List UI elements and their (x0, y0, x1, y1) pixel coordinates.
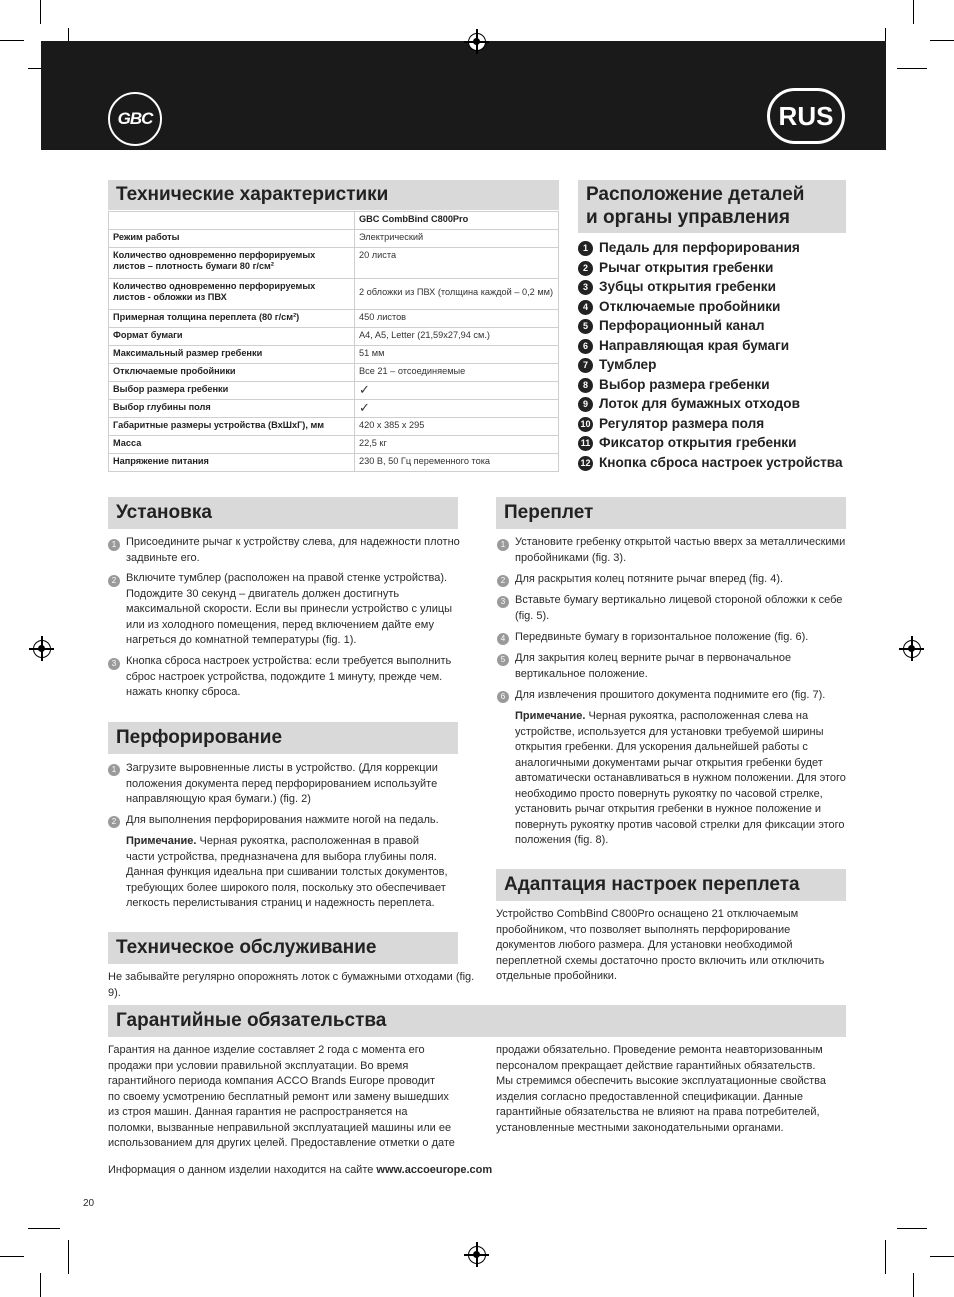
table-row: Отключаемые пробойники Все 21 – отсоединяемые (109, 364, 559, 382)
spec-title: Технические характеристики (108, 180, 559, 210)
list-item: 10 Регулятор размера поля (578, 415, 764, 433)
header-band (41, 41, 886, 150)
language-badge: RUS (767, 88, 845, 144)
registration-mark-icon (33, 640, 51, 658)
punch-title: Перфорирование (108, 722, 458, 754)
number-badge-icon: 8 (578, 378, 593, 393)
check-icon: ✓ (355, 382, 559, 400)
step-number-icon: 1 (497, 539, 509, 551)
table-row: Количество одновременно перфорируемых листов - обложки из ПВХ 2 обложки из ПВХ (толщина каждой – 0,2 мм) (109, 279, 559, 310)
step-number-icon: 4 (497, 633, 509, 645)
step-number-icon: 2 (108, 816, 120, 828)
registration-mark-icon (468, 33, 486, 51)
step-number-icon: 2 (108, 575, 120, 587)
info-line: Информация о данном изделии находится на сайте www.accoeurope.com (108, 1164, 493, 1176)
number-badge-icon: 10 (578, 417, 593, 432)
table-row: Количество одновременно перфорируемых листов – плотность бумаги 80 г/см² 20 листа (109, 248, 559, 279)
bind-step-1: Установите гребенку открытой частью вверх за металлическими пробойниками (fig. 3). (515, 536, 846, 564)
parts-title: Расположение деталей и органы управления (578, 180, 846, 233)
step-number-icon: 3 (108, 658, 120, 670)
maint-text: Не забывайте регулярно опорожнять лоток с бумажными отходами (fig. 9). (108, 971, 475, 999)
registration-mark-icon (903, 640, 921, 658)
list-item: 1 Педаль для перфорирования (578, 239, 800, 257)
punch-step-1: Загрузите выровненные листы в устройство. (Для коррекции положения документа перед перфорированием используйте направляющую края бумаги.) (fig. 2) (126, 762, 438, 805)
registration-mark-icon (468, 1246, 486, 1264)
table-row: Формат бумаги A4, A5, Letter (21,59x27,94 см.) (109, 328, 559, 346)
adapt-text: Устройство CombBind C800Pro оснащено 21 отключаемым пробойником, что позволяет выполнять перфорирование документов любого размера. Для установки необходимой переплетной схемы достаточно просто включить или отключить отдельные пробойники. (496, 908, 825, 982)
table-row: Максимальный размер гребенки 51 мм (109, 346, 559, 364)
list-item: 5 Перфорационный канал (578, 317, 764, 335)
number-badge-icon: 4 (578, 300, 593, 315)
list-item: 4 Отключаемые пробойники (578, 298, 780, 316)
step-number-icon: 2 (497, 575, 509, 587)
spec-table (108, 211, 559, 472)
list-item: 3 Зубцы открытия гребенки (578, 278, 776, 296)
number-badge-icon: 12 (578, 456, 593, 471)
table-row: Выбор глубины поля ✓ (109, 400, 559, 418)
number-badge-icon: 11 (578, 436, 593, 451)
table-row: Примерная толщина переплета (80 г/см²) 450 листов (109, 310, 559, 328)
bind-step-4: Передвиньте бумагу в горизонтальное положение (fig. 6). (515, 631, 809, 643)
punch-note: Примечание. Черная рукоятка, расположенная в правой части устройства, предназначена для выбора глубины поля. Данная функция идеальна при сшивании толстых документов, требующих более широкого поля, поскольку это обеспечивает легкость перелистывания страниц и надежность переплета. (126, 835, 448, 909)
list-item: 8 Выбор размера гребенки (578, 376, 770, 394)
number-badge-icon: 5 (578, 319, 593, 334)
table-row: Масса 22,5 кг (109, 436, 559, 454)
install-step-2: Включите тумблер (расположен на правой стенке устройства). Подождите 30 секунд – двигатель должен достигнуть максимальной скорости. Если вы принесли устройство с улицы или из холодного помещения, перед включением дайте ему нагреться до комнатной температуры (fig. 1). (126, 572, 453, 646)
bind-step-5: Для закрытия колец верните рычаг в первоначальное вертикальное положение. (515, 652, 792, 680)
maint-title: Техническое обслуживание (108, 932, 458, 964)
gbc-logo: GBC (108, 92, 162, 146)
bind-title: Переплет (496, 497, 846, 529)
list-item: 9 Лоток для бумажных отходов (578, 395, 800, 413)
check-icon: ✓ (355, 400, 559, 418)
list-item: 2 Рычаг открытия гребенки (578, 259, 773, 277)
bind-step-2: Для раскрытия колец потяните рычаг вперед (fig. 4). (515, 573, 784, 585)
page-number: 20 (83, 1198, 95, 1209)
spec-model: GBC CombBind C800Pro (355, 212, 559, 230)
adapt-title: Адаптация настроек переплета (496, 869, 846, 901)
number-badge-icon: 6 (578, 339, 593, 354)
step-number-icon: 1 (108, 539, 120, 551)
bind-note: Примечание. Черная рукоятка, расположенная слева на устройстве, используется для установки требуемой ширины открытия гребенки. Для ускорения дальнейшей работы с аналогичными документами рычаг открытия гребенки будет автоматически останавливаться в нужном положении. Для этого необходимо просто повернуть рукоятку по часовой стрелке, установить рычаг открытия гребенки в нужное положение и повернуть рукоятку против часовой стрелки для фиксации этого положения (fig. 8). (515, 710, 846, 846)
bind-step-3: Вставьте бумагу вертикально лицевой стороной обложки к себе (fig. 5). (515, 594, 843, 622)
number-badge-icon: 7 (578, 358, 593, 373)
table-row: Напряжение питания 230 В, 50 Гц переменного тока (109, 454, 559, 472)
warranty-col2: продажи обязательно. Проведение ремонта неавторизованным персоналом прекращает действие гарантийных обязательств. Мы стремимся обеспечить высокие эксплуатационные свойства изделия согласно предоставленной спецификации. Данные гарантийные обязательства не влияют на права потребителей, установленные местными законодательными органами. (496, 1044, 826, 1134)
table-row: Габаритные размеры устройства (ВхШхГ), мм 420 x 385 x 295 (109, 418, 559, 436)
list-item: 7 Тумблер (578, 356, 656, 374)
number-badge-icon: 3 (578, 280, 593, 295)
table-row (109, 212, 559, 230)
website-link[interactable]: www.accoeurope.com (376, 1164, 493, 1176)
step-number-icon: 5 (497, 654, 509, 666)
bind-step-6: Для извлечения прошитого документа поднимите его (fig. 7). (515, 689, 826, 701)
step-number-icon: 1 (108, 764, 120, 776)
step-number-icon: 3 (497, 596, 509, 608)
list-item: 11 Фиксатор открытия гребенки (578, 434, 796, 452)
warranty-title: Гарантийные обязательства (108, 1005, 846, 1037)
step-number-icon: 6 (497, 691, 509, 703)
list-item: 6 Направляющая края бумаги (578, 337, 789, 355)
number-badge-icon: 2 (578, 261, 593, 276)
punch-step-2: Для выполнения перфорирования нажмите ногой на педаль. (126, 814, 439, 826)
warranty-col1: Гарантия на данное изделие составляет 2 года с момента его продажи при условии правильной эксплуатации. Во время гарантийного периода компания ACCO Brands Europe проводит по своему усмотрению бесплатный ремонт или замену вышедших из строя машин. Данная гарантия не распространяется на поломки, вызванные неправильной эксплуатацией машины или ее использованием для других целей. Предоставление отметки о дате (108, 1044, 455, 1149)
install-title: Установка (108, 497, 458, 529)
table-row: Выбор размера гребенки ✓ (109, 382, 559, 400)
table-row: Режим работы Электрический (109, 230, 559, 248)
install-step-1: Присоедините рычаг к устройству слева, для надежности плотно задвиньте его. (126, 536, 460, 564)
list-item: 12 Кнопка сброса настроек устройства (578, 454, 843, 472)
install-step-3: Кнопка сброса настроек устройства: если требуется выполнить сброс настроек устройства, подождите 1 минуту, прежде чем. нажать кнопку сброса. (126, 655, 452, 698)
number-badge-icon: 1 (578, 241, 593, 256)
number-badge-icon: 9 (578, 397, 593, 412)
